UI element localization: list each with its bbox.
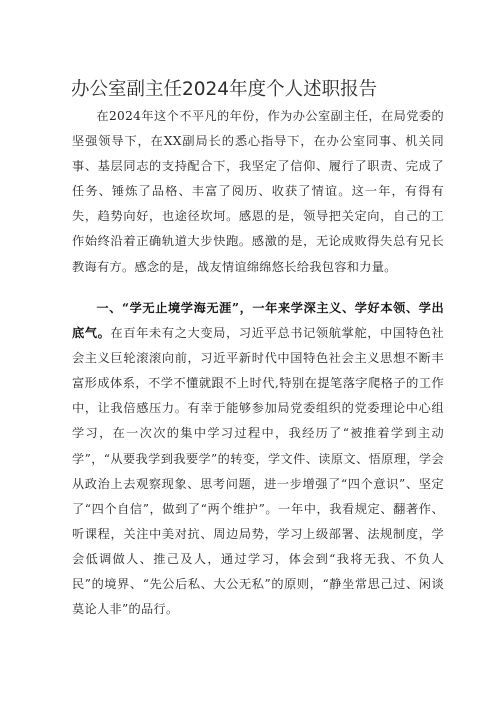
- intro-paragraph: 在2024年这个不平凡的年份，作为办公室副主任，在局党委的坚强领导下，在XX副局长的悉心指导下，在办公室同事、机关同事、基层同志的支持配合下，我坚定了信仰、履行了职责、完成了任务、锤炼了品格、丰富了阅历、收获了情谊。这一年，有得有失，趋势向好，也途径坎坷。感恩的是，领导把关定向，自己的工作始终沿着正确轨道大步快跑。感激的是，无论成败得失总有兄长教诲有方。感念的是，战友情谊绵绵悠长给我包容和力量。: [72, 109, 444, 274]
- section-one-body: 在百年未有之大变局，习近平总书记领航掌舵，中国特色社会主义巨轮滚滚向前，习近平新时代中国特色社会主义思想不断丰富形成体系，不学不懂就跟不上时代,特别在提笔落字爬格子的工作中，让我倍感压力。有幸于能够参加局党委组织的党委理论中心组学习，在一次次的集中学习过程中，我经历了“被推着学到主动学”，“从要我学到我要学”的转变，学文件、读原文、悟原理，学会从政治上去观察现象、思考问题，进一步增强了“四个意识”、坚定了“四个自信”，做到了“两个维护”。一年中，我看规定、翻著作、听课程，关注中美对抗、周边局势，学习上级部署、法规制度，学会低调做人、推己及人，通过学习，体会到“我将无我、不负人民”的境界、“先公后私、大公无私”的原则，“静坐常思己过、闲谈莫论人非”的品行。: [72, 326, 444, 617]
- section-one-paragraph: [72, 296, 444, 622]
- section-one-heading: 一、“学无止境学海无涯”，一年来学深主义、学好本领、学出底气。: [72, 301, 444, 341]
- document-title: 办公室副主任2024年度个人述职报告: [71, 79, 378, 100]
